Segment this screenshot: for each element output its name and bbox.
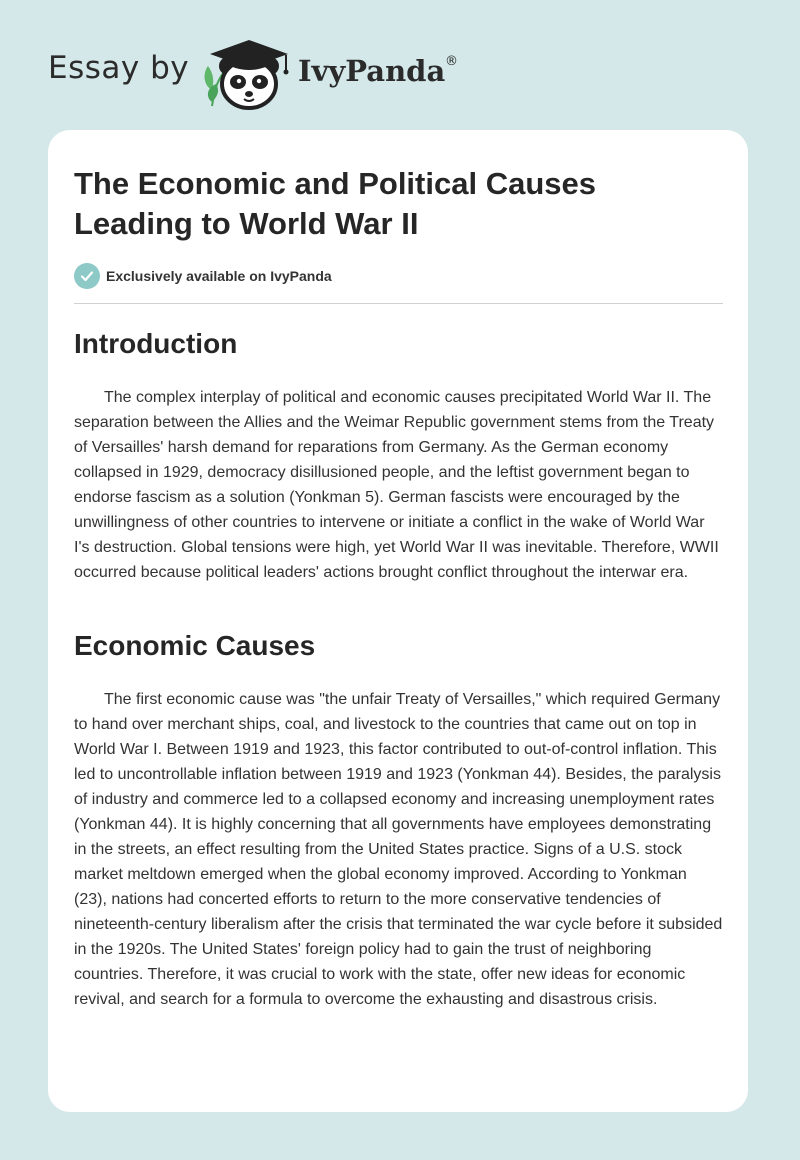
section-heading-introduction: Introduction (74, 328, 238, 359)
panda-graduate-icon[interactable] (202, 36, 294, 110)
badge-text: Exclusively available on IvyPanda (106, 268, 332, 284)
section-paragraph-introduction: The complex interplay of political and economic causes precipitated World War II. The separation between the Allies and the Weimar Republic government stems from the Treaty of Versailles' harsh demand for reparations from Germany. As the German economy collapsed in 1929, democracy disillusioned people, and the leftist government began to endorse fascism as a solution (Yonkman 5). German fascists were encouraged by the unwillingness of other countries to intervene or initiate a conflict in the wake of World War I's destruction. Global tensions were high, yet World War II was inevitable. Therefore, WWII occurred because political leaders' actions brought conflict throughout the interwar era. (74, 389, 719, 581)
site-header (0, 0, 800, 130)
exclusive-badge (74, 263, 332, 289)
check-icon (74, 263, 100, 289)
brand-name[interactable]: IvyPanda (298, 54, 446, 88)
essay-title: The Economic and Political Causes Leading to World War II (74, 166, 596, 241)
registered-mark: ® (445, 54, 458, 69)
section-heading-economic-causes: Economic Causes (74, 630, 316, 661)
essay-card (48, 130, 748, 1112)
divider (74, 303, 723, 304)
brand-prefix: Essay by (48, 50, 190, 86)
section-paragraph-economic-causes: The first economic cause was "the unfair Treaty of Versailles," which required Germany to hand over merchant ships, coal, and livestock to the countries that came out on top in World War I. Between 1919 and 1923, this factor contributed to out-of-control inflation. This led to uncontrollable inflation between 1919 and 1923 (Yonkman 44). Besides, the paralysis of industry and commerce led to a collapsed economy and increasing unemployment rates (Yonkman 44). It is highly concerning that all governments have employees demonstrating in the streets, an effect resulting from the United States practice. Signs of a U.S. stock market meltdown emerged when the global economy improved. According to Yonkman (23), nations had concerted efforts to return to the more conservative tendencies of nineteenth-century liberalism after the crisis that terminated the war cycle before it subsided in the 1920s. The United States' foreign policy had to gain the trust of neighboring countries. Therefore, it was crucial to work with the state, offer new ideas for economic revival, and search for a formula to overcome the exhausting and disastrous crisis. (74, 691, 723, 1008)
